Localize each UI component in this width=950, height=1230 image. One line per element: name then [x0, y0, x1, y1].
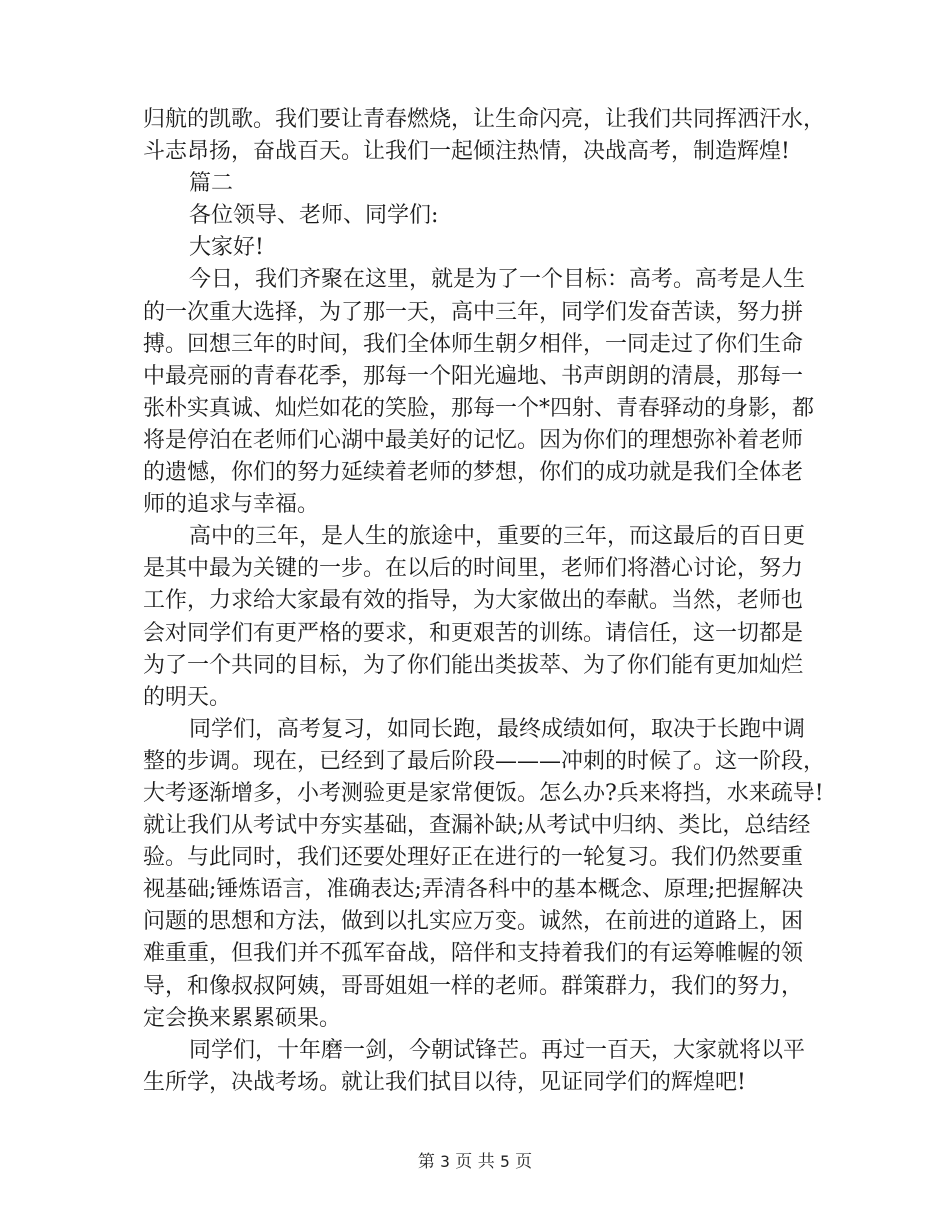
text-line: 将是停泊在老师们心湖中最美好的记忆。因为你们的理想弥补着老师: [143, 427, 804, 453]
text-line: 归航的凯歌。我们要让青春燃烧，让生命闪亮，让我们共同挥洒汗水，: [143, 107, 826, 132]
text-line: 同学们，十年磨一剑，今朝试锋芒。再过一百天，大家就将以平: [189, 1037, 806, 1063]
text-line: 大考逐渐增多，小考测验更是家常便饭。怎么办?兵来将挡，水来疏导!: [143, 780, 824, 806]
page-footer: [0, 1150, 950, 1174]
text-line: 导，和像叔叔阿姨，哥哥姐姐一样的老师。群策群力，我们的努力，: [143, 973, 804, 999]
text-line: 定会换来累累硕果。: [143, 1005, 342, 1031]
text-line: 的遗憾，你们的努力延续着老师的梦想，你们的成功就是我们全体老: [143, 460, 804, 486]
text-line: 高中的三年，是人生的旅途中，重要的三年，而这最后的百日更: [189, 524, 806, 550]
text-line: 今日，我们齐聚在这里，就是为了一个目标：高考。高考是人生: [189, 267, 806, 293]
text-line: 就让我们从考试中夯实基础，查漏补缺;从考试中归纳、类比，总结经: [143, 813, 811, 839]
text-line: 搏。回想三年的时间，我们全体师生朝夕相伴，一同走过了你们生命: [143, 331, 804, 357]
text-line: 视基础;锤炼语言，准确表达;弄清各科中的基本概念、原理;把握解决: [143, 877, 804, 903]
greeting: 大家好!: [189, 235, 264, 261]
total-page-count: 5: [500, 1152, 510, 1171]
text-line: 师的追求与幸福。: [143, 492, 320, 518]
text-line: 张朴实真诚、灿烂如花的笑脸，那每一个*四射、青春驿动的身影，都: [143, 395, 815, 421]
footer-prefix: 第: [417, 1152, 435, 1172]
text-line: 是其中最为关键的一步。在以后的时间里，老师们将潜心讨论，努力: [143, 556, 804, 582]
text-line: 生所学，决战考场。就让我们拭目以待，见证同学们的辉煌吧!: [143, 1069, 746, 1095]
text-line: 同学们，高考复习，如同长跑，最终成绩如何，取决于长跑中调: [189, 716, 806, 742]
text-line: 的一次重大选择，为了那一天，高中三年，同学们发奋苦读，努力拼: [143, 299, 804, 325]
salutation: 各位领导、老师、同学们:: [189, 203, 439, 229]
footer-suffix: 页: [515, 1152, 533, 1172]
current-page-number: 3: [440, 1152, 450, 1171]
body-text: [143, 104, 826, 1099]
text-line: 为了一个共同的目标，为了你们能出类拔萃、为了你们能有更加灿烂: [143, 652, 804, 678]
text-line: 问题的思想和方法，做到以扎实应万变。诚然，在前进的道路上，困: [143, 909, 804, 935]
section-heading: 篇二: [189, 171, 234, 197]
footer-middle: 页 共: [455, 1152, 495, 1172]
text-line: 工作，力求给大家最有效的指导，为大家做出的奉献。当然，老师也: [143, 588, 804, 614]
text-line: 的明天。: [143, 684, 232, 710]
text-line: 斗志昂扬，奋战百天。让我们一起倾注热情，决战高考，制造辉煌!: [143, 139, 790, 165]
text-line: 验。与此同时，我们还要处理好正在进行的一轮复习。我们仍然要重: [143, 845, 804, 871]
text-line: 会对同学们有更严格的要求，和更艰苦的训练。请信任，这一切都是: [143, 620, 804, 646]
text-line: 整的步调。现在，已经到了最后阶段———冲刺的时候了。这一阶段，: [143, 748, 826, 774]
text-line: 中最亮丽的青春花季，那每一个阳光遍地、书声朗朗的清晨，那每一: [143, 363, 804, 389]
text-line: 难重重，但我们并不孤军奋战，陪伴和支持着我们的有运筹帷幄的领: [143, 941, 804, 967]
